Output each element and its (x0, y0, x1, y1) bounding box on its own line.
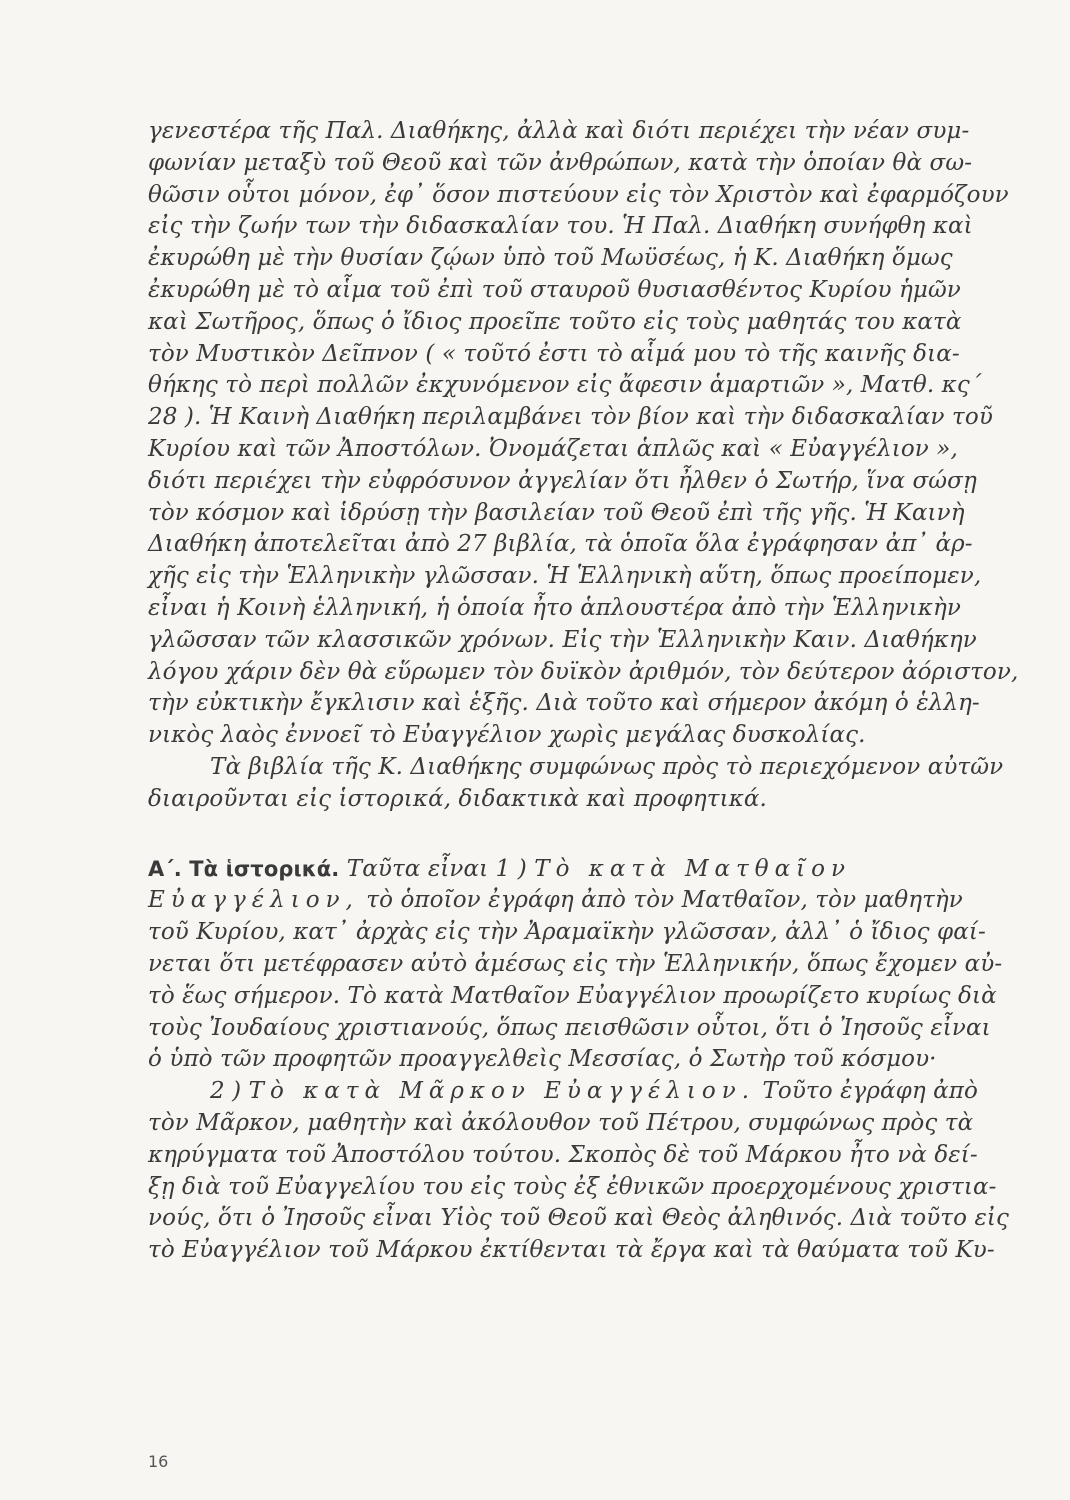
gospel-title: Εὐαγγέλιον, (148, 887, 359, 914)
text-line: τὴν εὐκτικὴν ἔγκλισιν καὶ ἑξῆς. Διὰ τοῦτο καὶ σήμερον ἀκόμη ὁ ἑλλη- (148, 690, 980, 717)
gospel-title: Τὸ κατὰ Ματθαῖον (534, 855, 851, 882)
text-line: νικὸς λαὸς ἐννοεῖ τὸ Εὐαγγέλιον χωρὶς μεγάλας δυσκολίας. (148, 722, 866, 749)
text-line: ἐκυρώθη μὲ τὴν θυσίαν ζῴων ὑπὸ τοῦ Μωϋσέως, ἡ Κ. Διαθήκη ὅμως (148, 245, 953, 272)
text-segment: Τοῦτο ἐγράφη ἀπὸ (755, 1078, 978, 1105)
text-line: χῆς εἰς τὴν Ἑλληνικὴν γλῶσσαν. Ἡ Ἑλληνικὴ αὕτη, ὅπως προείπομεν, (148, 563, 982, 590)
gospel-title: Τὸ κατὰ Μᾶρκον Εὐαγγέλιον. (248, 1078, 756, 1105)
item-heading-line (210, 1076, 1028, 1106)
text-line: θήκης τὸ περὶ πολλῶν ἐκχυνόμενον εἰς ἄφεσιν ἁμαρτιῶν », Ματθ. κς´ (148, 372, 982, 399)
text-segment: τὸ ὁποῖον ἐγράφη ἀπὸ τὸν Ματθαῖον, τὸν μαθητὴν (358, 887, 963, 914)
text-line: τὸ ἕως σήμερον. Τὸ κατὰ Ματθαῖον Εὐαγγέλιον προωρίζετο κυρίως διὰ (148, 982, 997, 1009)
text-line: τοῦ Κυρίου, κατ᾽ ἀρχὰς εἰς τὴν Ἀραμαϊκὴν γλῶσσαν, ἀλλ᾽ ὁ ἴδιος φαί- (148, 919, 986, 946)
section-lead-text: Ταῦτα εἶναι 1 ) (339, 855, 535, 882)
text-line: τὸ Εὐαγγέλιον τοῦ Μάρκου ἐκτίθενται τὰ ἔργα καὶ τὰ θαύματα τοῦ Κυ- (148, 1237, 995, 1264)
text-line: καὶ Σωτῆρος, ὅπως ὁ ἴδιος προεῖπε τοῦτο εἰς τοὺς μαθητάς του κατὰ (148, 308, 962, 335)
text-line: νεται ὅτι μετέφρασεν αὐτὸ ἀμέσως εἰς τὴν Ἑλληνικήν, ὅπως ἔχομεν αὐ- (148, 951, 1003, 977)
text-line: νούς, ὅτι ὁ Ἰησοῦς εἶναι Υἱὸς τοῦ Θεοῦ καὶ Θεὸς ἀληθινός. Διὰ τοῦτο εἰς (148, 1205, 1010, 1232)
text-line: εἶναι ἡ Κοινὴ ἑλληνική, ἡ ὁποία ἦτο ἁπλουστέρα ἀπὸ τὴν Ἑλληνικὴν (148, 595, 961, 621)
text-line: ξῃ διὰ τοῦ Εὐαγγελίου του εἰς τοὺς ἐξ ἐθνικῶν προερχομένους χριστια- (148, 1173, 997, 1200)
item-number: 2 ) (210, 1078, 249, 1105)
text-line: διαιροῦνται εἰς ἱστορικά, διδακτικὰ καὶ προφητικά. (148, 785, 767, 812)
text-line: λόγου χάριν δὲν θὰ εὕρωμεν τὸν δυϊκὸν ἀριθμόν, τὸν δεύτερον ἀόριστον, (148, 658, 1019, 685)
text-line: Τὰ βιβλία τῆς Κ. Διαθήκης συμφώνως πρὸς τὸ περιεχόμενον αὐτῶν (210, 754, 1004, 780)
text-line: εἰς τὴν ζωήν των τὴν διδασκαλίαν του. Ἡ Παλ. Διαθήκη συνήφθη καὶ (148, 213, 973, 240)
text-line: γλῶσσαν τῶν κλασσικῶν χρόνων. Εἰς τὴν Ἑλληνικὴν Καιν. Διαθήκην (148, 626, 977, 653)
text-line: τὸν Μυστικὸν Δεῖπνον ( « τοῦτό ἐστι τὸ αἷμά μου τὸ τῆς καινῆς δια- (148, 340, 960, 367)
text-line: τὸν κόσμον καὶ ἱδρύσῃ τὴν βασιλείαν τοῦ Θεοῦ ἐπὶ τῆς γῆς. Ἡ Καινὴ (148, 499, 965, 526)
section-heading: Α΄. Τὰ ἱστορικά. (148, 856, 340, 881)
text-line: 28 ). Ἡ Καινὴ Διαθήκη περιλαμβάνει τὸν βίον καὶ τὴν διδασκαλίαν τοῦ (148, 404, 993, 431)
text-line: Διαθήκη ἀποτελεῖται ἀπὸ 27 βιβλία, τὰ ὁποῖα ὅλα ἐγράφησαν ἀπ᾽ ἀρ- (148, 531, 973, 558)
text-line (148, 885, 1028, 915)
text-line: τοὺς Ἰουδαίους χριστιανούς, ὅπως πεισθῶσιν οὗτοι, ὅτι ὁ Ἰησοῦς εἶναι (148, 1014, 991, 1041)
text-line: φωνίαν μεταξὺ τοῦ Θεοῦ καὶ τῶν ἀνθρώπων, κατὰ τὴν ὁποίαν θὰ σω- (148, 149, 973, 176)
text-line: τὸν Μᾶρκον, μαθητὴν καὶ ἀκόλουθον τοῦ Πέτρου, συμφώνως πρὸς τὰ (148, 1110, 974, 1136)
text-line: ἐκυρώθη μὲ τὸ αἷμα τοῦ ἐπὶ τοῦ σταυροῦ θυσιασθέντος Κυρίου ἡμῶν (148, 277, 961, 303)
text-line: γενεστέρα τῆς Παλ. Διαθήκης, ἀλλὰ καὶ διότι περιέχει τὴν νέαν συμ- (148, 118, 970, 144)
text-line: ὁ ὑπὸ τῶν προφητῶν προαγγελθεὶς Μεσσίας, ὁ Σωτὴρ τοῦ κόσμου· (148, 1046, 937, 1073)
text-line: θῶσιν οὗτοι μόνον, ἐφ᾽ ὅσον πιστεύουν εἰς τὸν Χριστὸν καὶ ἐφαρμόζουν (148, 181, 1009, 208)
text-line: Κυρίου καὶ τῶν Ἀποστόλων. Ὀνομάζεται ἁπλῶς καὶ « Εὐαγγέλιον », (148, 436, 958, 462)
section-heading-line (148, 854, 1028, 884)
page-number: 16 (148, 1452, 169, 1471)
text-line: διότι περιέχει τὴν εὐφρόσυνον ἀγγελίαν ὅτι ἦλθεν ὁ Σωτήρ, ἵνα σώσῃ (148, 467, 977, 494)
text-line: κηρύγματα τοῦ Ἀποστόλου τούτου. Σκοπὸς δὲ τοῦ Μάρκου ἦτο νὰ δεί- (148, 1141, 978, 1168)
